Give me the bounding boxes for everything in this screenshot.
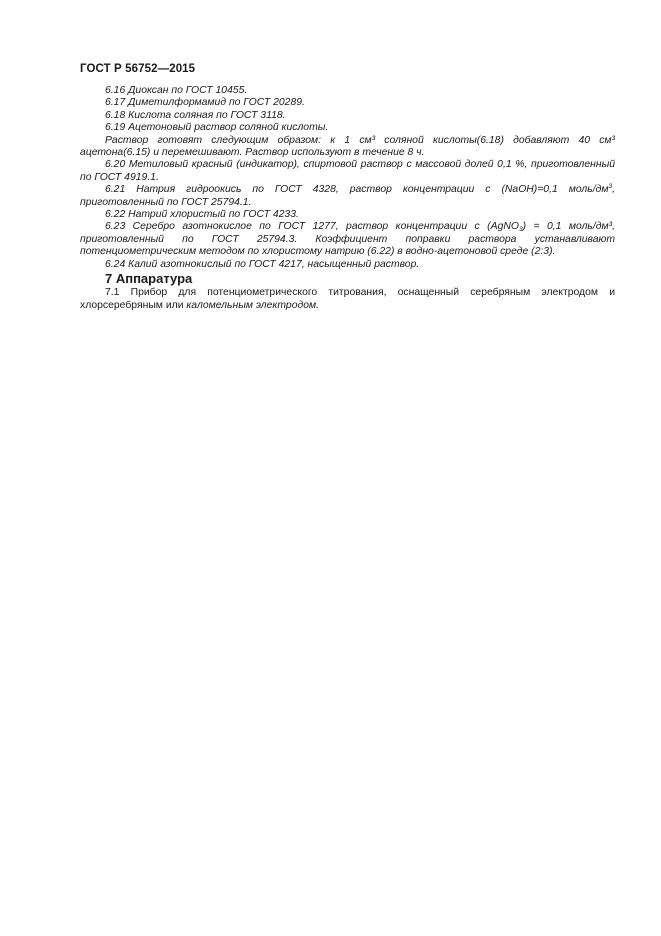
standard-header: ГОСТ Р 56752—2015 — [80, 63, 196, 75]
subscript: 3 — [518, 226, 523, 234]
section-7-heading: 7 Аппаратура — [105, 271, 193, 287]
superscript: 3 — [608, 183, 613, 191]
clause-7-1-text: 7.1 Прибор для потенциометрического титрования, оснащенный серебряным электродом и хлорсеребряным или — [80, 287, 615, 311]
reagent-6-18: 6.18 Кислота соляная по ГОСТ 3118. — [105, 109, 286, 121]
clause-7-1 — [80, 287, 615, 312]
reagent-6-21-text: 6.21 Натрия гидроокись по ГОСТ 4328, раствор концентрации с (NaOH)=0,1 моль/дм — [105, 184, 609, 196]
reagent-6-20: 6.20 Метиловый красный (индикатор), спиртовой раствор с массовой долей 0,1 %, приготовленный по ГОСТ 4919.1. — [80, 159, 615, 183]
reagent-6-16: 6.16 Диоксан по ГОСТ 10455. — [105, 85, 248, 96]
clause-7-1-italic: каломельным электродом. — [186, 299, 320, 311]
document-body — [80, 85, 615, 312]
reagent-6-24: 6.24 Калий азотнокислый по ГОСТ 4217, насыщенный раствор. — [105, 258, 420, 270]
reagent-6-17: 6.17 Диметилформамид по ГОСТ 20289. — [105, 97, 305, 109]
reagent-6-23 — [80, 221, 615, 258]
reagent-6-22: 6.22 Натрий хлористый по ГОСТ 4233. — [105, 209, 299, 221]
reagent-6-19-preparation: Раствор готовят следующим образом: к 1 см³ соляной кислоты(6.18) добавляют 40 см³ ацетона(6.15) и перемешивают. Раствор используют в течение 8 ч. — [80, 134, 615, 159]
reagent-6-21-text-end: , приготовленный по ГОСТ 25794.1. — [80, 184, 615, 208]
reagent-6-23-text: 6.23 Серебро азотнокислое по ГОСТ 1277, раствор концентрации с (AgNO — [105, 221, 519, 233]
reagent-6-23-text-end: ) = 0,1 моль/дм³, приготовленный по ГОСТ 25794.3. Коэффициент поправки раствора устанавливают потенциометрическим методом по хлористому натрию (6.22) в водно-ацетоновой среде (2:3). — [80, 221, 615, 258]
reagent-6-19: 6.19 Ацетоновый раствор соляной кислоты. — [105, 122, 329, 134]
reagent-6-21 — [80, 184, 615, 209]
